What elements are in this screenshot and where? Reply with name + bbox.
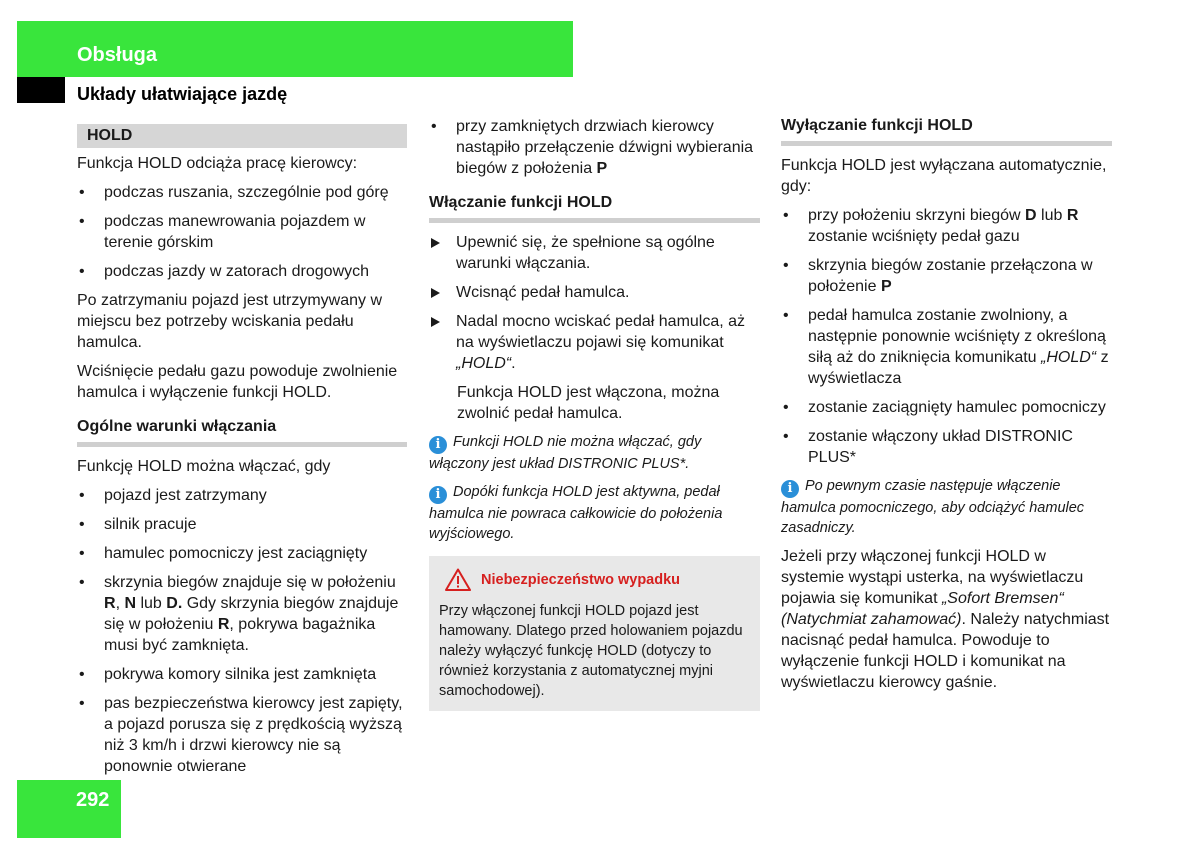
info-icon: i bbox=[781, 480, 799, 498]
info-icon: i bbox=[429, 486, 447, 504]
page-number: 292 bbox=[17, 780, 121, 838]
subsection-title: Układy ułatwiające jazdę bbox=[77, 84, 288, 104]
info-note: i Dopóki funkcja HOLD jest aktywna, pedał hamulca nie powraca całkowicie do położenia wyjściowego. bbox=[429, 484, 723, 542]
list-item: • pedał hamulca zostanie zwolniony, a następnie ponownie wciśnięty z określoną siłą aż do zniknięcia komunikatu „HOLD“ z wyświetlacza bbox=[783, 307, 1109, 387]
list-item: • przy położeniu skrzyni biegów D lub R zostanie wciśnięty pedał gazu bbox=[783, 207, 1079, 245]
hold-paragraph-2: Wciśnięcie pedału gazu powoduje zwolnienie hamulca i wyłączenie funkcji HOLD. bbox=[77, 363, 398, 401]
conditions-heading: Ogólne warunki włączania bbox=[77, 417, 407, 447]
column-1 bbox=[77, 124, 407, 785]
enable-steps bbox=[429, 232, 760, 374]
list-item: • pas bezpieczeństwa kierowcy jest zapięty, a pojazd porusza się z prędkością wyższą niż 3 km/h i drzwi kierowcy nie są ponownie otwierane bbox=[79, 695, 403, 775]
hold-intro: Funkcja HOLD odciąża pracę kierowcy: bbox=[77, 155, 358, 172]
fault-paragraph: Jeżeli przy włączonej funkcji HOLD w systemie wystąpi usterka, na wyświetlaczu pojawia się komunikat „Sofort Bremsen“ (Natychmiat zahamować). Należy natychmiast nacisnąć pedał hamulca. Powoduje to wyłączenie funkcji HOLD i komunikat na wyświetlaczu kierowcy gaśnie. bbox=[781, 548, 1110, 691]
disable-heading: Wyłączanie funkcji HOLD bbox=[781, 116, 1112, 146]
column-2 bbox=[429, 116, 760, 711]
warning-title: Niebezpieczeństwo wypadku bbox=[439, 568, 750, 591]
list-item: • silnik pracuje bbox=[79, 516, 197, 533]
warning-triangle-icon bbox=[445, 568, 471, 591]
list-item: • przy zamkniętych drzwiach kierowcy nastąpiło przełączenie dźwigni wybierania biegów z położenia P bbox=[431, 118, 754, 177]
disable-intro: Funkcja HOLD jest wyłączana automatycznie, gdy: bbox=[781, 157, 1107, 195]
enable-result: Funkcja HOLD jest włączona, można zwolnić pedał hamulca. bbox=[457, 384, 720, 422]
list-item: • skrzynia biegów zostanie przełączona w położenie P bbox=[783, 257, 1093, 295]
header-marker bbox=[17, 77, 65, 103]
list-item: • skrzynia biegów znajduje się w położeniu R, N lub D. Gdy skrzynia biegów znajduje się w położeniu R, pokrywa bagażnika musi być zamknięta. bbox=[79, 574, 399, 654]
warning-box bbox=[429, 556, 760, 711]
list-item: • zostanie włączony układ DISTRONIC PLUS* bbox=[783, 428, 1073, 466]
hold-benefits-list bbox=[77, 182, 407, 282]
list-item: • hamulec pomocniczy jest zaciągnięty bbox=[79, 545, 368, 562]
list-item: • podczas ruszania, szczególnie pod górę bbox=[79, 184, 389, 201]
step-item: Upewnić się, że spełnione są ogólne warunki włączania. bbox=[429, 232, 760, 274]
list-item: • pokrywa komory silnika jest zamknięta bbox=[79, 666, 377, 683]
conditions-intro: Funkcję HOLD można włączać, gdy bbox=[77, 458, 331, 475]
warning-text: Przy włączonej funkcji HOLD pojazd jest hamowany. Dlatego przed holowaniem pojazdu należy wyłączyć funkcję HOLD (dotyczy to również korzystania z automatycznej myjni samochodowej). bbox=[439, 603, 743, 699]
column-3 bbox=[781, 116, 1112, 701]
list-item: • podczas jazdy w zatorach drogowych bbox=[79, 263, 370, 280]
step-item: Wcisnąć pedał hamulca. bbox=[429, 282, 760, 303]
list-item: • zostanie zaciągnięty hamulec pomocniczy bbox=[783, 399, 1106, 416]
disable-list bbox=[781, 205, 1112, 468]
hold-heading: HOLD bbox=[77, 124, 407, 148]
list-item: • pojazd jest zatrzymany bbox=[79, 487, 267, 504]
step-item: Nadal mocno wciskać pedał hamulca, aż na wyświetlaczu pojawi się komunikat „HOLD“. bbox=[429, 311, 760, 374]
arrow-icon bbox=[431, 317, 440, 327]
conditions-list-continued bbox=[429, 116, 760, 179]
section-title: Obsługa bbox=[77, 44, 158, 66]
enable-heading: Włączanie funkcji HOLD bbox=[429, 193, 760, 223]
info-icon: i bbox=[429, 436, 447, 454]
info-note: i Funkcji HOLD nie można włączać, gdy włączony jest układ DISTRONIC PLUS*. bbox=[429, 434, 702, 472]
list-item: • podczas manewrowania pojazdem w terenie górskim bbox=[79, 213, 366, 251]
conditions-list bbox=[77, 485, 407, 777]
arrow-icon bbox=[431, 238, 440, 248]
arrow-icon bbox=[431, 288, 440, 298]
info-note: i Po pewnym czasie następuje włączenie hamulca pomocniczego, aby odciążyć hamulec zasadniczy. bbox=[781, 478, 1085, 536]
hold-paragraph-1: Po zatrzymaniu pojazd jest utrzymywany w miejscu bez potrzeby wciskania pedału hamulca. bbox=[77, 292, 382, 351]
